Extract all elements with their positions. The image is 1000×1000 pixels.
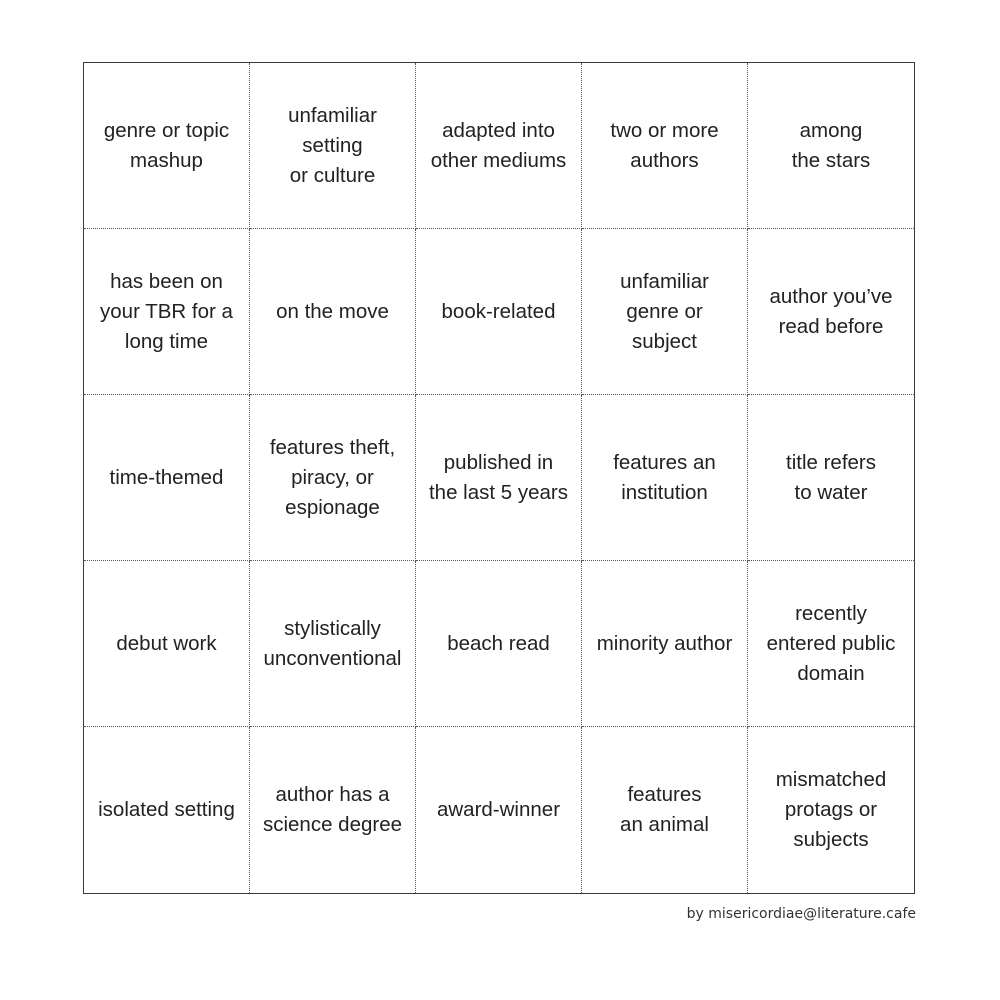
- cell-label: features theft, piracy, or espionage: [269, 435, 396, 519]
- bingo-cell[interactable]: [748, 229, 914, 395]
- bingo-cell[interactable]: [416, 63, 582, 229]
- cell-label: isolated setting: [98, 798, 235, 821]
- cell-label: recently entered public domain: [766, 601, 896, 685]
- cell-label: book-related: [441, 299, 556, 323]
- bingo-cell[interactable]: [250, 561, 416, 727]
- cell-label: unfamiliar genre or subject: [620, 269, 709, 353]
- cell-label: debut work: [116, 631, 217, 655]
- cell-label: time-themed: [109, 465, 224, 489]
- bingo-cell[interactable]: [748, 561, 914, 727]
- bingo-cell[interactable]: [582, 395, 748, 561]
- cell-label: title refers to water: [786, 450, 876, 504]
- bingo-cell[interactable]: [84, 229, 250, 395]
- bingo-board: [83, 62, 915, 894]
- cell-label: unfamiliar setting or culture: [288, 103, 377, 187]
- bingo-cell[interactable]: [582, 727, 748, 893]
- bingo-cell[interactable]: [416, 727, 582, 893]
- cell-label: genre or topic mashup: [103, 118, 230, 172]
- bingo-cell[interactable]: [84, 561, 250, 727]
- cell-label: adapted into other mediums: [430, 118, 567, 172]
- author-credit: by misericordiae@literature.cafe: [686, 906, 916, 922]
- cell-label: two or more authors: [610, 118, 719, 172]
- bingo-cell[interactable]: [416, 561, 582, 727]
- cell-label: on the move: [276, 299, 389, 323]
- bingo-cell[interactable]: [582, 63, 748, 229]
- bingo-cell[interactable]: [748, 63, 914, 229]
- cell-label: published in the last 5 years: [428, 450, 568, 504]
- cell-label: author has a science degree: [262, 783, 403, 836]
- bingo-cell[interactable]: [84, 727, 250, 893]
- bingo-cell[interactable]: [748, 727, 914, 893]
- bingo-cell[interactable]: [582, 561, 748, 727]
- cell-label: features an institution: [613, 450, 716, 504]
- cell-label: among the stars: [791, 118, 871, 172]
- cell-label: author you’ve read before: [769, 284, 893, 338]
- bingo-cell[interactable]: [250, 727, 416, 893]
- bingo-cell[interactable]: [84, 63, 250, 229]
- bingo-cell[interactable]: [416, 229, 582, 395]
- cell-label: features an animal: [620, 783, 709, 836]
- bingo-cell[interactable]: [84, 395, 250, 561]
- bingo-cell[interactable]: [250, 63, 416, 229]
- bingo-cell[interactable]: [250, 229, 416, 395]
- cell-label: minority author: [596, 631, 733, 655]
- bingo-cell[interactable]: [250, 395, 416, 561]
- bingo-cell[interactable]: [748, 395, 914, 561]
- cell-label: stylistically unconventional: [263, 616, 402, 670]
- bingo-cell[interactable]: [582, 229, 748, 395]
- cell-label: has been on your TBR for a long time: [100, 269, 233, 353]
- cell-label: beach read: [447, 631, 550, 655]
- cell-label: mismatched protags or subjects: [775, 768, 887, 851]
- cell-label: award-winner: [436, 798, 561, 821]
- bingo-cell[interactable]: [416, 395, 582, 561]
